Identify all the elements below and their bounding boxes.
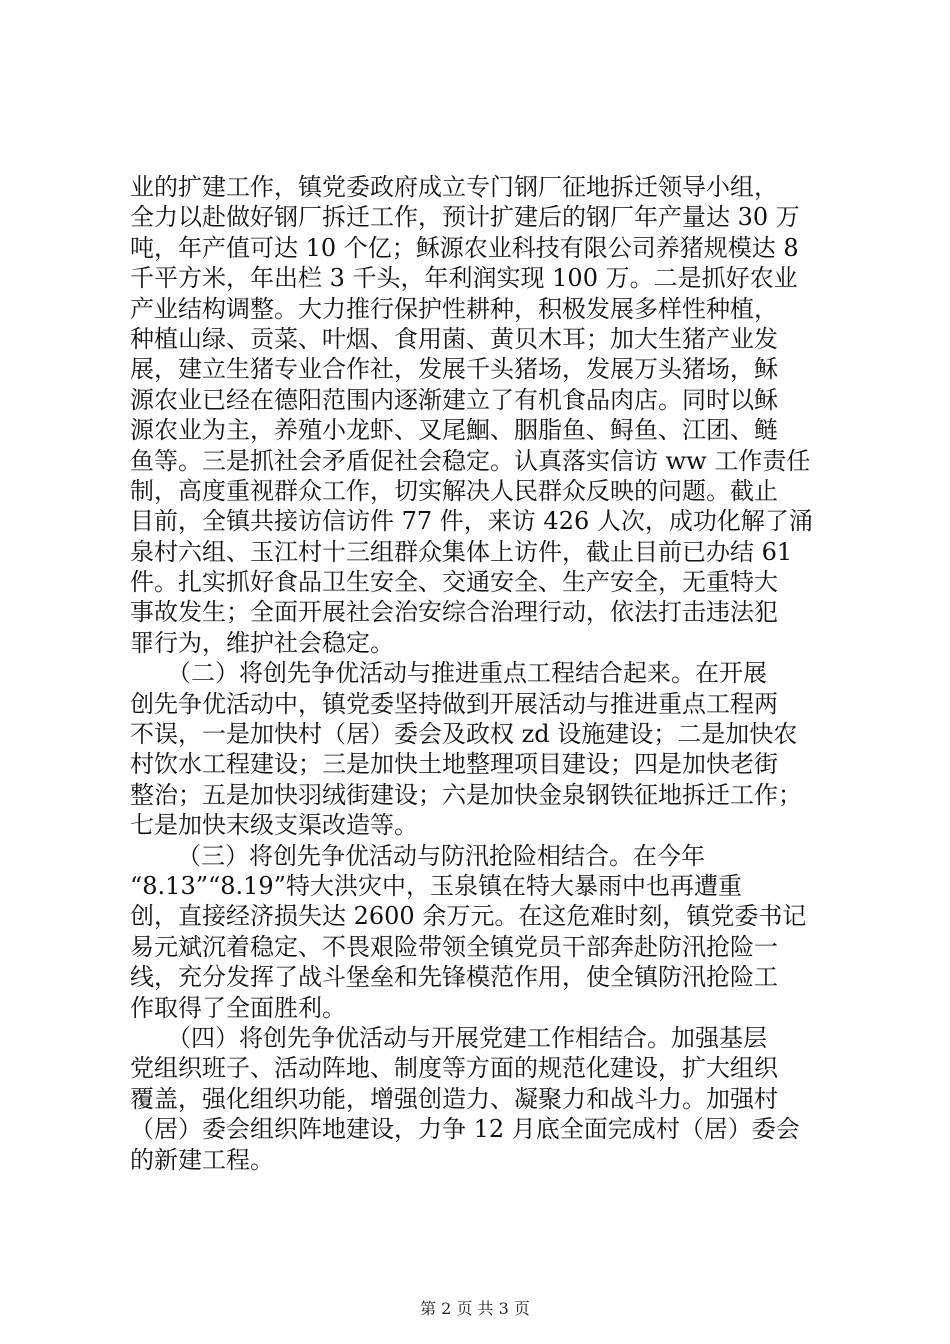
text-line: 村饮水工程建设；三是加快土地整理项目建设；四是加快老街 <box>130 750 778 779</box>
text-line: 目前，全镇共接访信访件 77 件，来访 426 人次，成功化解了涌 <box>130 507 813 536</box>
text-line: 种植山绿、贡菜、叶烟、食用菌、黄贝木耳；加大生猪产业发 <box>130 324 778 353</box>
text-line: 整治；五是加快羽绒街建设；六是加快金泉钢铁征地拆迁工作； <box>130 780 802 809</box>
text-line: 吨，年产值可达 10 个亿；稣源农业科技有限公司养猪规模达 8 <box>130 233 799 262</box>
text-line: 创，直接经济损失达 2600 余万元。在这危难时刻，镇党委书记 <box>130 902 807 931</box>
text-line: 不误，一是加快村（居）委会及政权 zd 设施建设；二是加快农 <box>130 720 798 749</box>
section-2-first-line: （二）将创先争优活动与推进重点工程结合起来。在开展 <box>167 659 767 688</box>
text-line: 产业结构调整。大力推行保护性耕种，积极发展多样性种植， <box>130 294 778 323</box>
text-line: 全力以赴做好钢厂拆迁工作，预计扩建后的钢厂年产量达 30 万 <box>130 203 800 232</box>
section-4-first-line: （四）将创先争优活动与开展党建工作相结合。加强基层 <box>167 1023 767 1052</box>
text-line: 罪行为，维护社会稳定。 <box>130 628 394 657</box>
text-line: 的新建工程。 <box>130 1145 274 1174</box>
page-number: 第 2 页 共 3 页 <box>420 1299 530 1318</box>
text-line: （居）委会组织阵地建设，力争 12 月底全面完成村（居）委会 <box>130 1115 800 1144</box>
text-line: 作取得了全面胜利。 <box>130 993 346 1022</box>
text-line: 泉村六组、玉江村十三组群众集体上访件，截止目前已办结 61 <box>130 537 793 566</box>
text-line: 源农业为主，养殖小龙虾、叉尾鮰、胭脂鱼、鲟鱼、江团、鲢 <box>130 416 778 445</box>
section-3-first-line: （三）将创先争优活动与防汛抢险相结合。在今年 <box>177 841 705 870</box>
text-line: 七是加快末级支渠改造等。 <box>130 811 418 840</box>
text-line: 件。扎实抓好食品卫生安全、交通安全、生产安全，无重特大 <box>130 568 778 597</box>
text-line: 制，高度重视群众工作，切实解决人民群众反映的问题。截止 <box>130 476 778 505</box>
document-body <box>130 172 830 1175</box>
text-line: “8.13”“8.19”特大洪灾中，玉泉镇在特大暴雨中也再遭重 <box>130 871 742 900</box>
text-line: 鱼等。三是抓社会矛盾促社会稳定。认真落实信访 ww 工作责任 <box>130 446 811 475</box>
text-line: 创先争优活动中，镇党委坚持做到开展活动与推进重点工程两 <box>130 689 778 718</box>
text-line: 展，建立生猪专业合作社，发展千头猪场，发展万头猪场，稣 <box>130 355 778 384</box>
text-line: 党组织班子、活动阵地、制度等方面的规范化建设，扩大组织 <box>130 1054 778 1083</box>
text-line: 业的扩建工作，镇党委政府成立专门钢厂征地拆迁领导小组， <box>130 173 778 201</box>
text-line: 事故发生；全面开展社会治安综合治理行动，依法打击违法犯 <box>130 598 778 627</box>
text-line: 线，充分发挥了战斗堡垒和先锋模范作用，使全镇防汛抢险工 <box>130 963 778 992</box>
text-line: 源农业已经在德阳范围内逐渐建立了有机食品肉店。同时以稣 <box>130 385 778 414</box>
text-line: 易元斌沉着稳定、不畏艰险带领全镇党员干部奔赴防汛抢险一 <box>130 932 778 961</box>
text-line: 千平方米，年出栏 3 千头，年利润实现 100 万。二是抓好农业 <box>130 264 798 293</box>
page-footer <box>0 1299 950 1319</box>
text-line: 覆盖，强化组织功能，增强创造力、凝聚力和战斗力。加强村 <box>130 1084 778 1113</box>
